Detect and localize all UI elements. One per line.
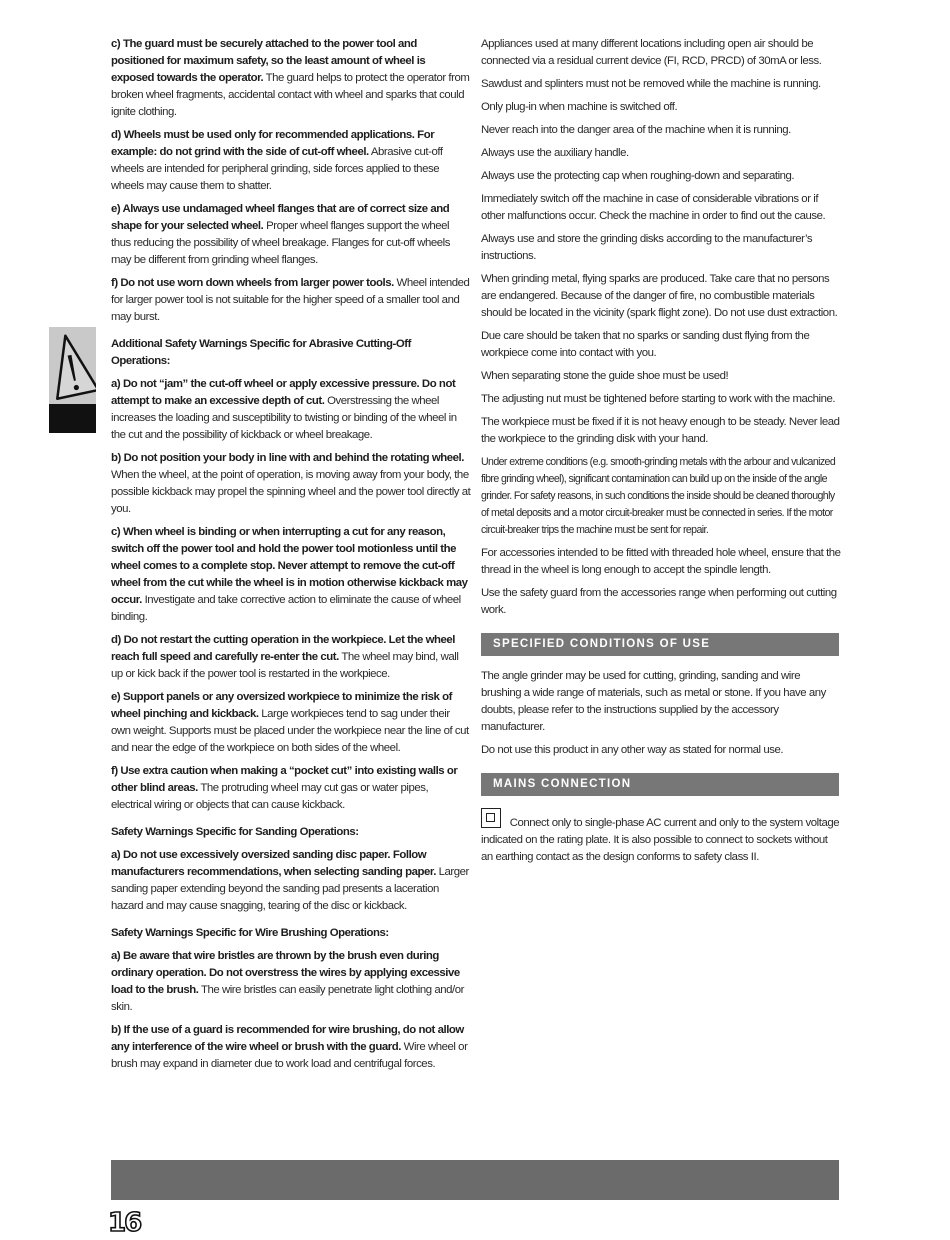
page-number: 16	[108, 1208, 141, 1238]
adjusting-nut-paragraph: The adjusting nut must be tightened before starting to work with the machine.	[481, 393, 836, 405]
rcd-paragraph: Appliances used at many different locations including open air should be connected via a residual current device (FI, RCD, PRCD) of 30mA or less.	[481, 38, 822, 67]
support-panels-paragraph: e) Support panels or any oversized workpiece to minimize the risk of wheel pinching and kickback. Large workpieces tend to sag under their own weight. Supports must be placed under the workpiece near the line of cut and near the edge of the workpiece on both sides of the wheel.	[111, 691, 469, 754]
left-column	[111, 36, 471, 1079]
mains-paragraph: Connect only to single-phase AC current and only to the system voltage indicated on the rating plate. It is also possible to connect to sockets without an earthing contact as the design conforms to safety class II.	[481, 808, 841, 866]
jam-paragraph: a) Do not “jam” the cut-off wheel or apply excessive pressure. Do not attempt to make an excessive depth of cut. Overstressing the wheel increases the loading and susceptibility to twisting or binding of the wheel in the cut and the possibility of kickback or wheel breakage.	[111, 378, 457, 441]
extreme-conditions-paragraph: Under extreme conditions (e.g. smooth-grinding metals with the arbour and vulcanized fibre grinding wheel), significant contamination can build up on the inside of the angle grinder. For safety reasons, in such conditions the inside should be cleaned thoroughly of metal deposits and a motor circuit-breaker must be connected in series. If the motor circuit-breaker trips the machine must be sent for repair.	[481, 456, 836, 536]
wire-brushing-heading: Safety Warnings Specific for Wire Brushing Operations:	[111, 927, 389, 939]
warning-icon	[49, 327, 96, 404]
right-column	[481, 36, 841, 872]
footer-bar	[111, 1160, 839, 1200]
auxiliary-handle-paragraph: Always use the auxiliary handle.	[481, 147, 629, 159]
plug-in-paragraph: Only plug-in when machine is switched off.	[481, 101, 678, 113]
threaded-hole-paragraph: For accessories intended to be fitted with threaded hole wheel, ensure that the thread in the wheel is long enough to accept the spindle length.	[481, 547, 841, 576]
vibrations-paragraph: Immediately switch off the machine in case of considerable vibrations or if other malfunctions occur. Check the machine in order to find out the cause.	[481, 193, 826, 222]
sanding-dust-paragraph: Due care should be taken that no sparks or sanding dust flying from the workpiece come into contact with you.	[481, 330, 810, 359]
specified-conditions-header: SPECIFIED CONDITIONS OF USE	[481, 633, 839, 656]
normal-use-paragraph: Do not use this product in any other way as stated for normal use.	[481, 744, 784, 756]
wheel-binding-paragraph: c) When wheel is binding or when interrupting a cut for any reason, switch off the power tool and hold the power tool motionless until the wheel comes to a complete stop. Never attempt to remove the cut-off wheel from the cut while the wheel is in motion otherwise kickback may occur. Investigate and take corrective action to eliminate the cause of wheel binding.	[111, 526, 468, 623]
wire-bristles-paragraph: a) Be aware that wire bristles are thrown by the brush even during ordinary operation. Do not overstress the wires by applying excessive load to the brush. The wire bristles can easily penetrate light clothing and/or skin.	[111, 950, 464, 1013]
grinding-disks-paragraph: Always use and store the grinding disks according to the manufacturer’s instructions.	[481, 233, 813, 262]
protecting-cap-paragraph: Always use the protecting cap when roughing-down and separating.	[481, 170, 795, 182]
sanding-paper-paragraph: a) Do not use excessively oversized sanding disc paper. Follow manufacturers recommendations, when selecting sanding paper. Larger sanding paper extending beyond the sanding pad presents a laceration hazard and may cause snagging, tearing of the disc or kickback.	[111, 849, 469, 912]
safety-guard-paragraph: Use the safety guard from the accessories range when performing out cutting work.	[481, 587, 837, 616]
recommended-applications-paragraph: d) Wheels must be used only for recommended applications. For example: do not grind with the side of cut-off wheel. Abrasive cut-off wheels are intended for peripheral grinding, side forces applied to these wheels may cause them to shatter.	[111, 129, 443, 192]
workpiece-fixed-paragraph: The workpiece must be fixed if it is not heavy enough to be steady. Never lead the workpiece to the grinding disk with your hand.	[481, 416, 840, 445]
wheel-flanges-paragraph: e) Always use undamaged wheel flanges that are of correct size and shape for your selected wheel. Proper wheel flanges support the wheel thus reducing the possibility of wheel breakage. Flanges for cut-off wheels may be different from grinding wheel flanges.	[111, 203, 450, 266]
pocket-cut-paragraph: f) Use extra caution when making a “pocket cut” into existing walls or other blind areas. The protruding wheel may cut gas or water pipes, electrical wiring or objects that can cause kickback.	[111, 765, 458, 811]
sawdust-paragraph: Sawdust and splinters must not be removed while the machine is running.	[481, 78, 821, 90]
wire-guard-paragraph: b) If the use of a guard is recommended for wire brushing, do not allow any interference of the wire wheel or brush with the guard. Wire wheel or brush may expand in diameter due to work load and centrifugal forces.	[111, 1024, 468, 1070]
restart-paragraph: d) Do not restart the cutting operation in the workpiece. Let the wheel reach full speed and carefully re-enter the cut. The wheel may bind, wall up or kick back if the power tool is restarted in the workpiece.	[111, 634, 459, 680]
worn-wheels-paragraph: f) Do not use worn down wheels from larger power tools. Wheel intended for larger power tool is not suitable for the higher speed of a smaller tool and may burst.	[111, 277, 470, 323]
body-position-paragraph: b) Do not position your body in line with and behind the rotating wheel. When the wheel, at the point of operation, is moving away from your body, the possible kickback may propel the spinning wheel and the power tool directly at you.	[111, 452, 471, 515]
cutting-off-heading: Additional Safety Warnings Specific for Abrasive Cutting-Off Operations:	[111, 338, 411, 367]
double-insulation-icon	[481, 808, 501, 828]
danger-area-paragraph: Never reach into the danger area of the machine when it is running.	[481, 124, 791, 136]
sparks-paragraph: When grinding metal, flying sparks are produced. Take care that no persons are endangered. Because of the danger of fire, no combustible materials should be located in the vicinity (spark flight zone). Do not use dust extraction.	[481, 273, 838, 319]
mains-connection-header: MAINS CONNECTION	[481, 773, 839, 796]
sanding-heading: Safety Warnings Specific for Sanding Operations:	[111, 826, 359, 838]
guard-attached-paragraph: c) The guard must be securely attached to the power tool and positioned for maximum safety, so the least amount of wheel is exposed towards the operator. The guard helps to protect the operator from broken wheel fragments, accidental contact with wheel and sparks that could ignite clothing.	[111, 38, 470, 118]
warning-tab	[49, 327, 96, 433]
intended-use-paragraph: The angle grinder may be used for cutting, grinding, sanding and wire brushing a wide range of materials, such as metal or stone. If you have any doubts, please refer to the instructions supplied by the accessory manufacturer.	[481, 670, 826, 733]
guide-shoe-paragraph: When separating stone the guide shoe must be used!	[481, 370, 729, 382]
